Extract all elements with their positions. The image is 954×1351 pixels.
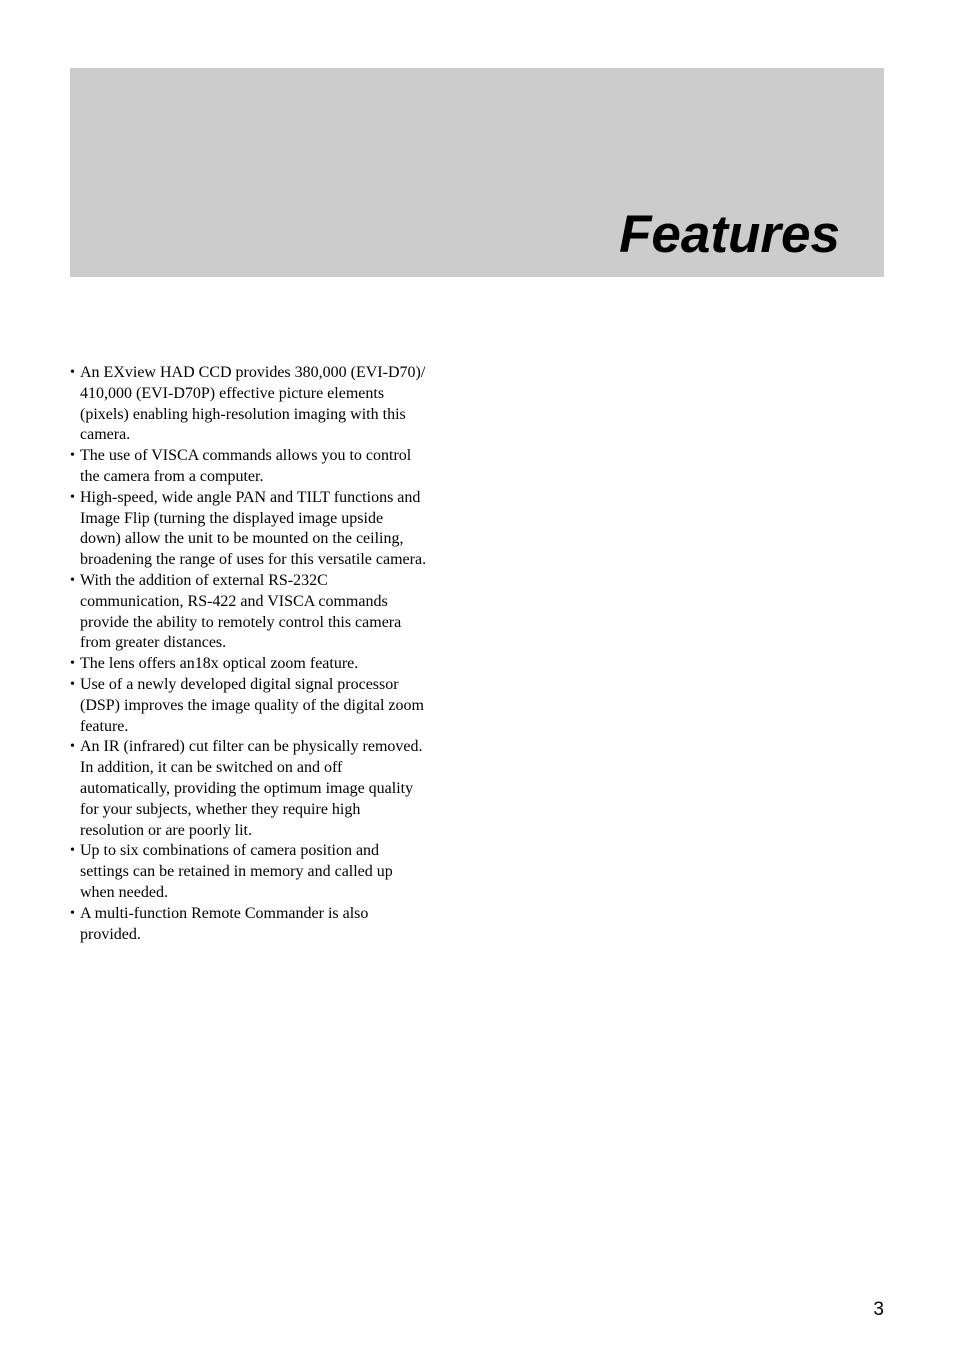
title-banner [70,68,884,277]
list-item [70,571,470,654]
list-item-line: An EXview HAD CCD provides 380,000 (EVI-D70)/ [80,364,426,381]
list-item-line: Up to six combinations of camera position and [80,842,380,860]
bullet-icon: • [70,448,75,464]
list-item [70,904,470,946]
page-number: 3 [873,1299,884,1320]
list-item [70,841,470,903]
list-item [70,675,470,737]
list-item-line: from greater distances. [80,634,227,652]
list-item-line: The use of VISCA commands allows you to control [80,447,412,465]
list-item-line: A multi-function Remote Commander is also [80,904,369,922]
list-item-line: down) allow the unit to be mounted on the ceiling, [80,530,404,548]
list-item-line: With the addition of external RS-232C [80,571,328,589]
list-item [70,488,470,571]
bullet-icon: • [70,365,75,380]
bullet-icon: • [70,572,75,588]
list-item-line: provided. [80,925,141,943]
list-item-line: 410,000 (EVI-D70P) effective picture elements [80,384,385,402]
list-item-line: when needed. [80,883,168,901]
list-item-line: Image Flip (turning the displayed image upside [80,509,384,527]
list-item-line: (DSP) improves the image quality of the digital zoom [80,696,424,714]
bullet-icon: • [70,489,75,505]
list-item-line: for your subjects, whether they require high [80,800,361,818]
list-item-line: Use of a newly developed digital signal processor [80,675,399,693]
list-item-line: feature. [80,717,129,735]
bullet-icon: • [70,843,75,859]
bullet-icon: • [70,676,75,692]
bullet-icon: • [70,905,75,921]
list-item-line: resolution or are poorly lit. [80,821,252,839]
list-item-line: The lens offers an18x optical zoom feature. [80,655,359,673]
list-item [70,737,470,841]
bullet-icon: • [70,739,75,755]
list-item-line: camera. [80,426,131,444]
list-item-line: broadening the range of uses for this versatile camera. [80,551,427,569]
list-item-line: provide the ability to remotely control this camera [80,613,402,631]
page-title: Features [619,205,840,264]
bullet-icon: • [70,656,75,672]
list-item-line: the camera from a computer. [80,467,264,485]
list-item-line: In addition, it can be switched on and off [80,759,343,777]
list-item [70,446,470,488]
list-item-line: communication, RS-422 and VISCA commands [80,592,388,610]
list-item [70,654,470,675]
list-item-line: settings can be retained in memory and called up [80,863,393,881]
list-item-line: An IR (infrared) cut filter can be physically removed. [80,738,423,756]
list-item-line: High-speed, wide angle PAN and TILT functions and [80,488,421,506]
list-item [70,363,470,446]
feature-list [70,363,470,945]
list-item-line: automatically, providing the optimum image quality [80,779,414,797]
list-item-line: (pixels) enabling high-resolution imaging with this [80,405,406,423]
